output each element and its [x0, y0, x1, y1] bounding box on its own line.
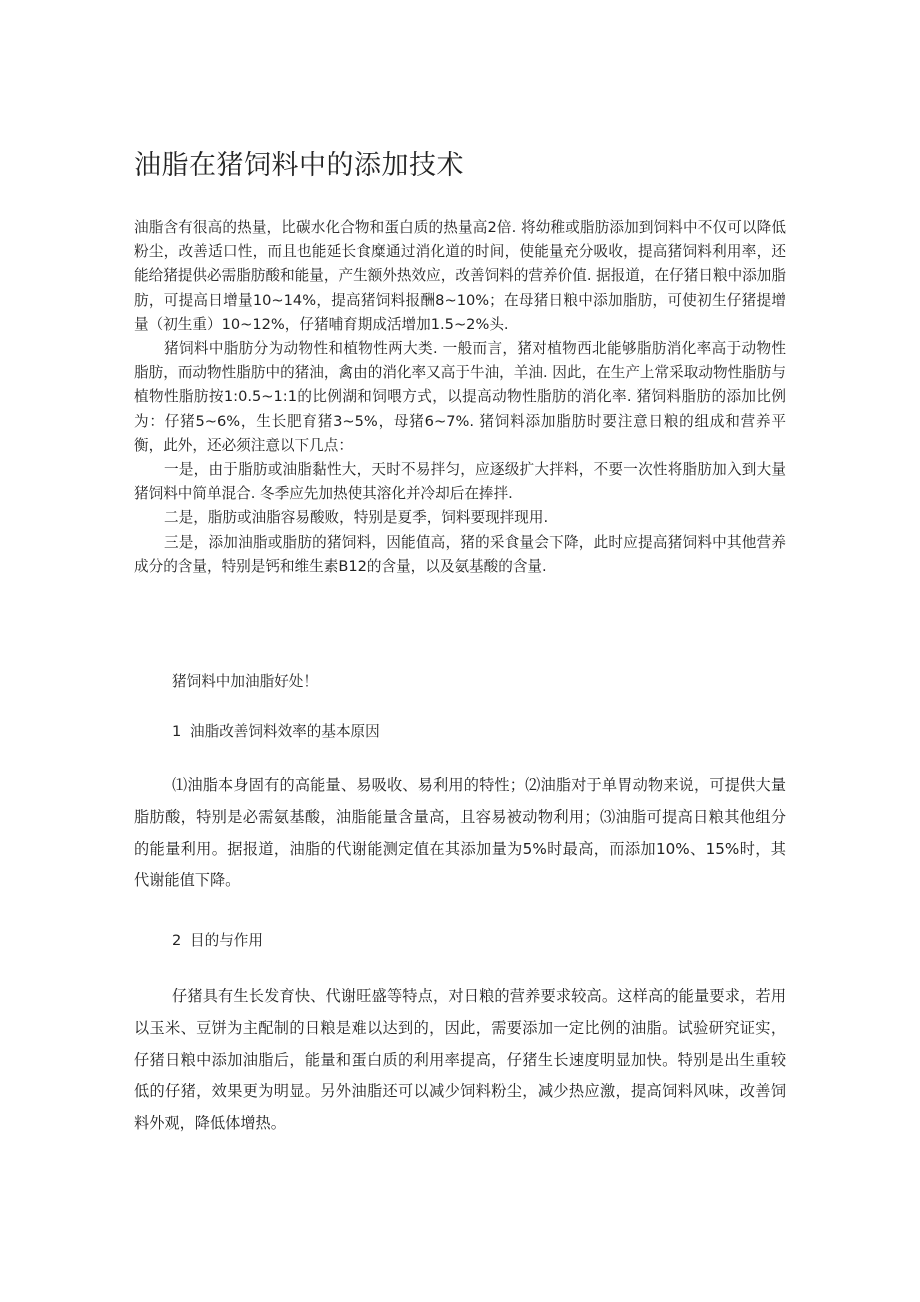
section-intro — [134, 216, 786, 579]
paragraph: ⑴油脂本身固有的高能量、易吸收、易利用的特性；⑵油脂对于单胃动物来说，可提供大量脂肪酸，特别是必需氨基酸，油脂能量含量高，且容易被动物利用；⑶油脂可提高日粮其他组分的能量利用。据报道，油脂的代谢能测定值在其添加量为5%时最高，而添加10%、15%时，其代谢能值下降。 — [134, 776, 786, 890]
paragraph: 猪饲料中脂肪分为动物性和植物性两大类. 一般而言，猪对植物西北能够脂肪消化率高于动物性脂肪，而动物性脂肪中的猪油，禽由的消化率又高于牛油，羊油. 因此，在生产上常采取动物性脂肪与植物性脂肪按1:0.5~1:1的比例湖和饲喂方式，以提高动物性脂肪的消化率. 猪饲料脂肪的添加比例为：仔猪5~6%，生长肥育猪3~5%，母猪6~7%. 猪饲料添加脂肪时要注意日粮的组成和营养平衡，此外，还必须注意以下几点： — [134, 340, 786, 454]
section-heading: 猪饲料中加油脂好处！ — [172, 673, 318, 690]
numbered-heading — [172, 929, 263, 953]
paragraph: 二是，脂肪或油脂容易酸败，特别是夏季，饲料要现拌现用. — [164, 509, 549, 527]
heading-number: 2 — [172, 932, 182, 949]
paragraph: 仔猪具有生长发育快、代谢旺盛等特点，对日粮的营养要求较高。这样高的能量要求，若用以玉米、豆饼为主配制的日粮是难以达到的，因此，需要添加一定比例的油脂。试验研究证实，仔猪日粮中添加油脂后，能量和蛋白质的利用率提高，仔猪生长速度明显加快。特别是出生重较低的仔猪，效果更为明显。另外油脂还可以减少饲料粉尘，减少热应激，提高饲料风味，改善饲料外观，降低体增热。 — [134, 987, 786, 1133]
heading-number: 1 — [172, 723, 182, 740]
document-title: 油脂在猪饲料中的添加技术 — [134, 150, 464, 181]
paragraph: 一是，由于脂肪或油脂黏性大，天时不易拌匀，应逐级扩大拌料，不要一次性将脂肪加入到大量猪饲料中简单混合. 冬季应先加热使其溶化并冷却后在捧拌. — [134, 461, 786, 503]
paragraph: 油脂含有很高的热量，比碳水化合物和蛋白质的热量高2倍. 将幼稚或脂肪添加到饲料中不仅可以降低粉尘，改善适口性，而且也能延长食糜通过消化道的时间，使能量充分吸收，提高猪饲料利用率，还能给猪提供必需脂肪酸和能量，产生额外热效应，改善饲料的营养价值. 据报道，在仔猪日粮中添加脂肪，可提高日增量10~14%，提高猪饲料报酬8~10%；在母猪日粮中添加脂肪，可使初生仔猪提增量（初生重）10~12%，仔猪哺育期成活增加1.5~2%头. — [134, 219, 786, 333]
heading-text: 目的与作用 — [190, 932, 263, 949]
numbered-heading — [172, 720, 380, 744]
heading-text: 油脂改善饲料效率的基本原因 — [190, 723, 380, 740]
paragraph: 三是，添加油脂或脂肪的猪饲料，因能值高，猪的采食量会下降，此时应提高猪饲料中其他营养成分的含量，特别是钙和维生素B12的含量，以及氨基酸的含量. — [134, 533, 786, 575]
